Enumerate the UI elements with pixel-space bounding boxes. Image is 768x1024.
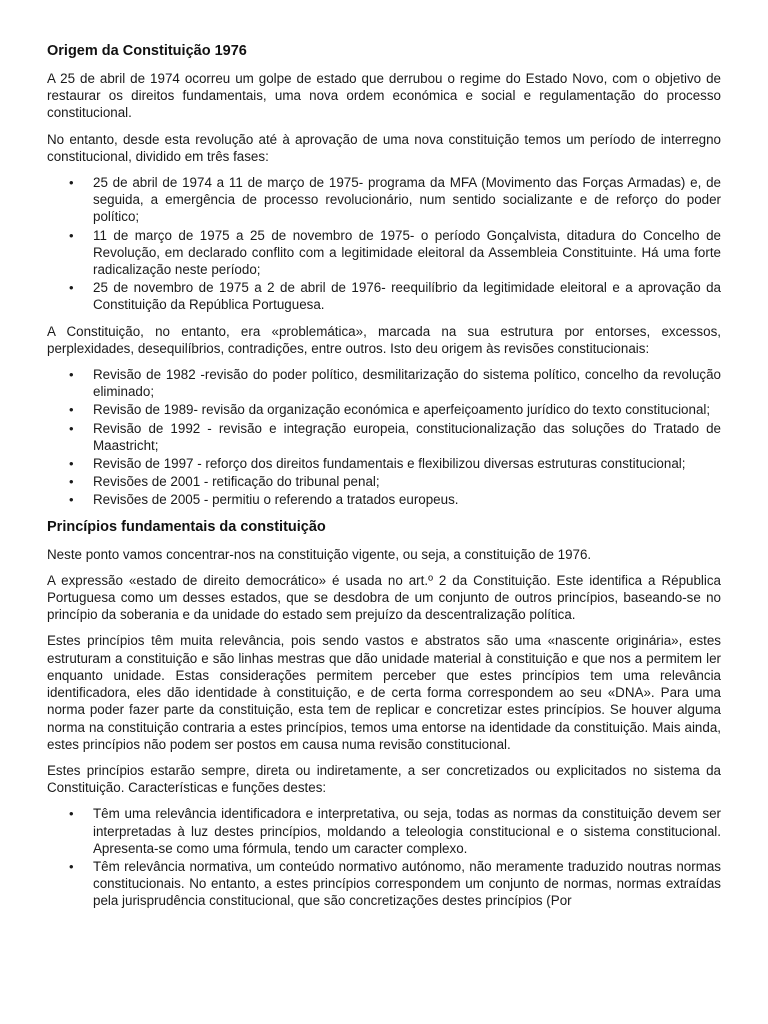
- bullet-icon: •: [69, 456, 74, 472]
- bullet-icon: •: [69, 227, 74, 243]
- paragraph: A expressão «estado de direito democrático» é usada no art.º 2 da Constituição. Este identifica a Républica Portuguesa como um desses estados, que se desdobra de um conjunto de outros princípios, baseando-se no princípio da soberania e da unidade do estado sem prejuízo da descentralização política.: [47, 572, 721, 623]
- paragraph: No entanto, desde esta revolução até à aprovação de uma nova constituição temos um período de interregno constitucional, dividido em três fases:: [47, 131, 721, 164]
- phases-list: [47, 174, 721, 314]
- bullet-icon: •: [69, 280, 74, 296]
- features-list: [47, 805, 721, 909]
- revisions-list: [47, 366, 721, 509]
- section-heading-principles: Princípios fundamentais da constituição: [47, 518, 326, 535]
- list-item: • Têm relevância normativa, um conteúdo normativo autónomo, não meramente traduzido noutras normas constitucionais. No entanto, a estes princípios correspondem um conjunto de normas, normas extraídas pela jurisprudência constitucional, que são concretizações destes princípios (Por: [69, 858, 721, 909]
- bullet-icon: •: [69, 474, 74, 490]
- list-item: • 11 de março de 1975 a 25 de novembro de 1975- o período Gonçalvista, ditadura do Concelho de Revolução, em declarado conflito com a legitimidade eleitoral da Assembleia Constituinte. Há uma forte radicalização neste período;: [69, 227, 721, 278]
- list-item: • Revisão de 1992 - revisão e integração europeia, constitucionalização das soluções do Tratado de Maastricht;: [69, 420, 721, 453]
- bullet-icon: •: [69, 806, 74, 822]
- paragraph: A Constituição, no entanto, era «problemática», marcada na sua estrutura por entorses, excessos, perplexidades, desequilíbrios, contradições, entre outros. Isto deu origem às revisões constitucionais:: [47, 323, 721, 356]
- list-item: • 25 de novembro de 1975 a 2 de abril de 1976- reequilíbrio da legitimidade eleitoral e a aprovação da Constituição da República Portuguesa.: [69, 280, 721, 313]
- list-item: • Revisão de 1997 - reforço dos direitos fundamentais e flexibilizou diversas estruturas constitucional;: [69, 456, 686, 472]
- paragraph: Estes princípios têm muita relevância, pois sendo vastos e abstratos são uma «nascente originária», estes estruturam a constituição e são linhas mestras que dão unidade material à constituição e que nos a permitem ler enquanto unidade. Estas considerações permitem perceber que estes princípios tem uma relevância identificadora, eles dão identidade à constituição, e de certa forma correspondem ao seu «DNA». Para uma norma poder fazer parte da constituição, esta tem de replicar e concretizar estes princípios. Se houver alguma norma na constituição contraria a estes princípios, temos uma entorse na identidade da constituição. Mais ainda, estes princípios não podem ser postos em causa numa revisão constitucional.: [47, 633, 721, 752]
- list-item: • Revisões de 2001 - retificação do tribunal penal;: [69, 474, 380, 490]
- list-item: • Revisão de 1989- revisão da organização económica e aperfeiçoamento jurídico do texto constitucional;: [69, 402, 711, 418]
- paragraph: Neste ponto vamos concentrar-nos na constituição vigente, ou seja, a constituição de 1976.: [47, 546, 592, 562]
- list-item: • Revisões de 2005 - permitiu o referendo a tratados europeus.: [69, 492, 459, 508]
- bullet-icon: •: [69, 420, 74, 436]
- list-item: • 25 de abril de 1974 a 11 de março de 1975- programa da MFA (Movimento das Forças Armadas) e, de seguida, a emergência de processo revolucionário, num sentido socializante e de reforço do poder político;: [69, 175, 721, 225]
- paragraph: A 25 de abril de 1974 ocorreu um golpe de estado que derrubou o regime do Estado Novo, com o objetivo de restaurar os direitos fundamentais, uma nova ordem económica e social e regulamentação do processo constitucional.: [47, 71, 721, 121]
- list-item: • Revisão de 1982 -revisão do poder político, desmilitarização do sistema político, concelho da revolução eliminado;: [69, 367, 721, 400]
- bullet-icon: •: [69, 367, 74, 383]
- document-page: [47, 42, 721, 919]
- list-item: • Têm uma relevância identificadora e interpretativa, ou seja, todas as normas da constituição devem ser interpretadas à luz destes princípios, moldando a teleologia constitucional e o sistema constitucional. Apresenta-se como uma fórmula, tendo um caracter complexo.: [69, 806, 721, 856]
- bullet-icon: •: [69, 858, 74, 874]
- paragraph: Estes princípios estarão sempre, direta ou indiretamente, a ser concretizados ou explicitados no sistema da Constituição. Características e funções destes:: [47, 762, 721, 796]
- bullet-icon: •: [69, 175, 74, 191]
- bullet-icon: •: [69, 402, 74, 418]
- bullet-icon: •: [69, 492, 74, 508]
- section-heading-origin: Origem da Constituição 1976: [47, 43, 247, 59]
